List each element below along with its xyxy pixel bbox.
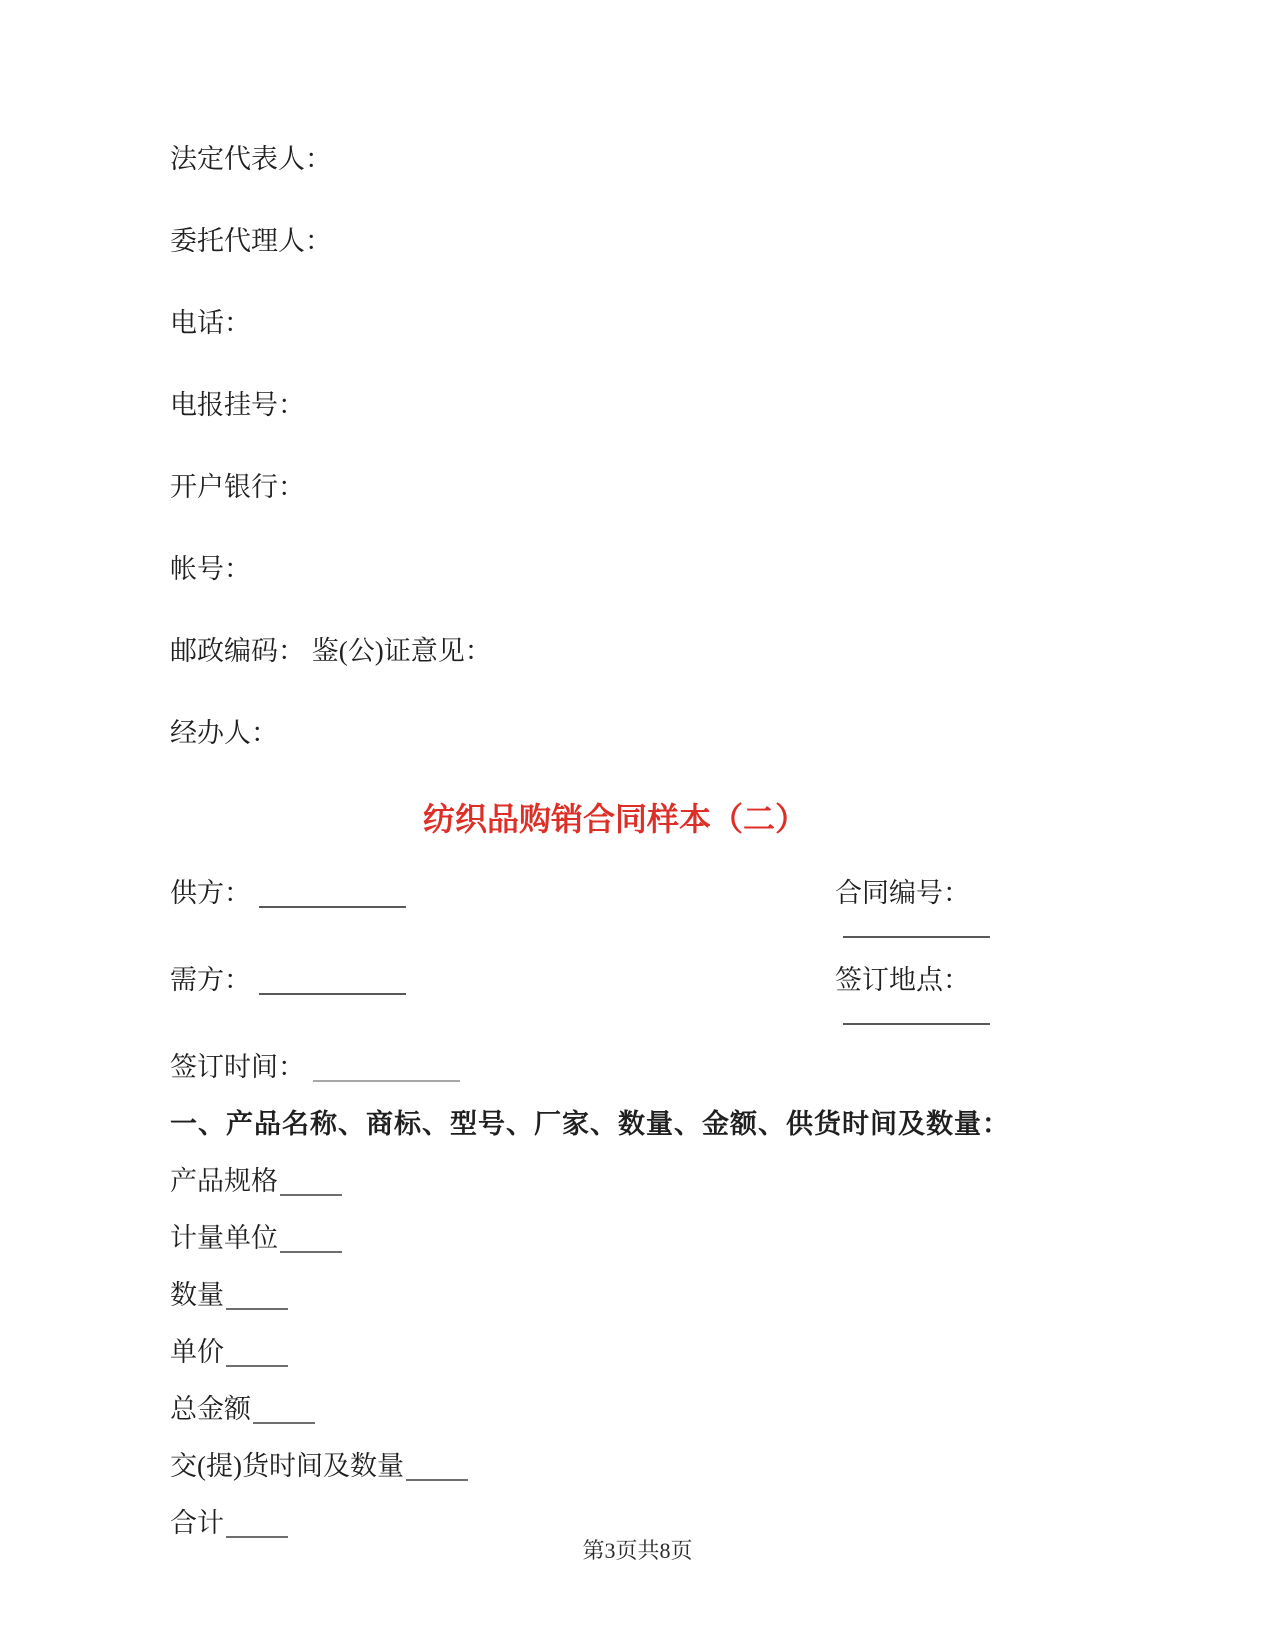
- sum-total-fill-in-blank: [226, 1508, 288, 1538]
- unit-price-label: 单价: [170, 1337, 224, 1367]
- field-handler: 经办人：: [170, 718, 278, 748]
- field-account-number: 帐号：: [170, 554, 251, 584]
- field-bank: 开户银行：: [170, 472, 305, 502]
- sign-place-field: [835, 965, 1060, 1025]
- supplier-field: [170, 878, 835, 938]
- sign-time-field: [170, 1052, 835, 1082]
- unit-price-fill-in-blank: [226, 1337, 288, 1367]
- total-amount-row: [170, 1394, 1060, 1424]
- quantity-label: 数量: [170, 1280, 224, 1310]
- sign-time-label: 签订时间：: [170, 1052, 305, 1082]
- field-phone: 电话：: [170, 308, 251, 338]
- unit-price-row: [170, 1337, 1060, 1367]
- meta-row-signtime: [170, 1052, 1060, 1082]
- sign-place-label: 签订地点：: [835, 965, 970, 995]
- delivery-time-quantity-fill-in-blank: [406, 1451, 468, 1481]
- total-amount-fill-in-blank: [253, 1394, 315, 1424]
- meta-row-supplier-contractno: [170, 878, 1060, 938]
- contract-number-label: 合同编号：: [835, 878, 970, 908]
- product-spec-row: [170, 1166, 1060, 1196]
- product-spec-fill-in-blank: [280, 1166, 342, 1196]
- sum-total-row: [170, 1508, 1060, 1538]
- buyer-fill-in-blank: [259, 965, 406, 995]
- field-legal-representative: 法定代表人：: [170, 144, 332, 174]
- supplier-fill-in-blank: [259, 878, 406, 908]
- section-1-heading: 一、产品名称、商标、型号、厂家、数量、金额、供货时间及数量：: [170, 1109, 1010, 1139]
- meta-row-buyer-signplace: [170, 965, 1060, 1025]
- buyer-label: 需方：: [170, 965, 251, 995]
- measure-unit-fill-in-blank: [280, 1223, 342, 1253]
- contract-title: 纺织品购销合同样本（二）: [422, 801, 807, 837]
- sign-place-fill-in-blank: [843, 995, 990, 1025]
- total-amount-label: 总金额: [170, 1394, 251, 1424]
- delivery-time-quantity-label: 交(提)货时间及数量: [170, 1451, 404, 1481]
- field-telegraph-registration: 电报挂号：: [170, 390, 305, 420]
- quantity-fill-in-blank: [226, 1280, 288, 1310]
- supplier-label: 供方：: [170, 878, 251, 908]
- page-number: 第3页共8页: [582, 1538, 693, 1563]
- delivery-time-quantity-row: [170, 1451, 1060, 1481]
- contract-number-field: [835, 878, 1060, 938]
- document-content: [170, 145, 1060, 1565]
- contract-number-fill-in-blank: [843, 908, 990, 938]
- sum-total-label: 合计: [170, 1508, 224, 1538]
- quantity-row: [170, 1280, 1060, 1310]
- measure-unit-row: [170, 1223, 1060, 1253]
- sign-time-fill-in-blank: [313, 1052, 460, 1082]
- product-spec-label: 产品规格: [170, 1166, 278, 1196]
- buyer-field: [170, 965, 835, 1025]
- measure-unit-label: 计量单位: [170, 1223, 278, 1253]
- field-postcode-notarization: 邮政编码： 鉴(公)证意见：: [170, 636, 492, 666]
- field-entrusted-agent: 委托代理人：: [170, 226, 332, 256]
